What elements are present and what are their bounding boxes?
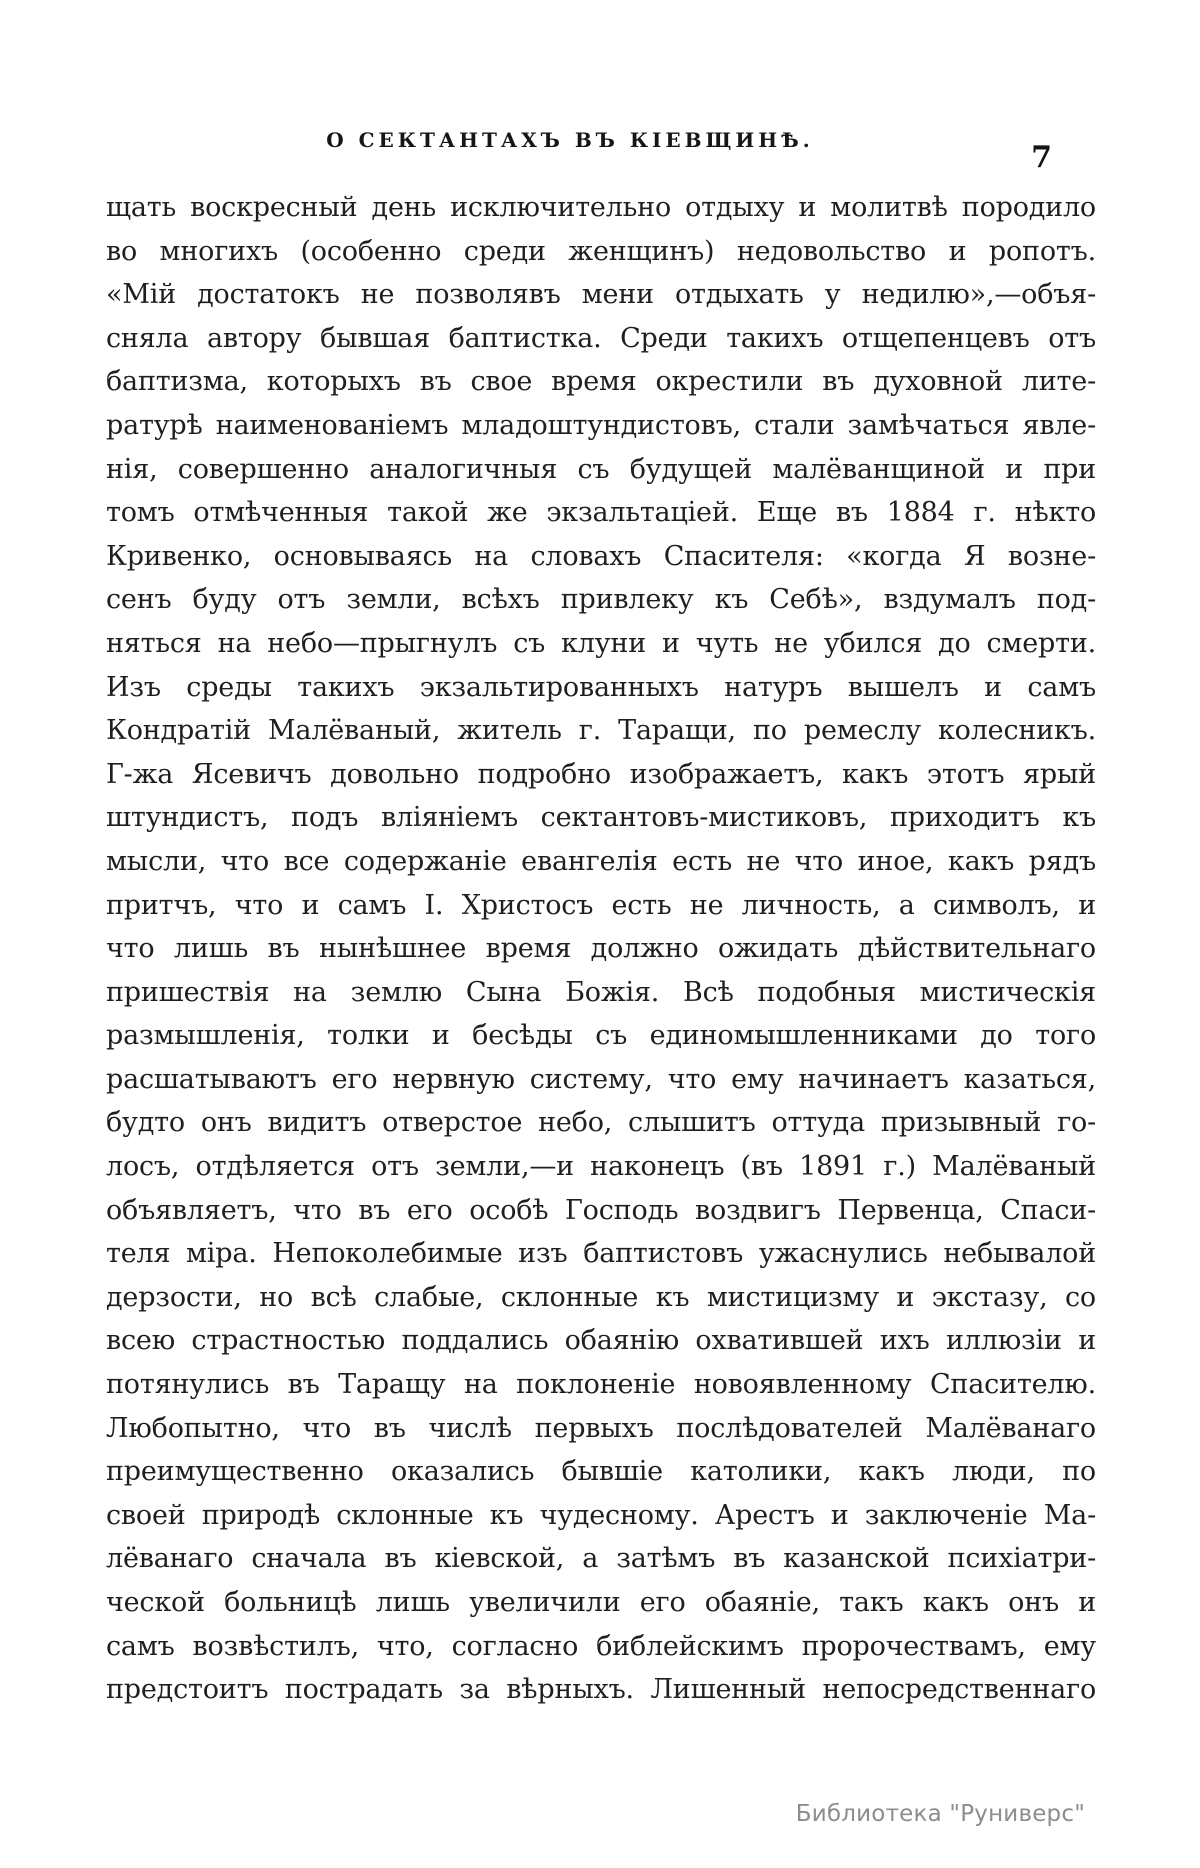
text-line: объявляетъ, что въ его особѣ Господь воздвигъ Первенца, Спаси- (106, 1194, 1096, 1226)
running-title: О СЕКТАНТАХЪ ВЪ КІЕВЩИНѢ. (326, 128, 814, 152)
text-line: расшатываютъ его нервную систему, что ему начинаетъ казаться, (106, 1063, 1096, 1095)
text-line: дерзости, но всѣ слабые, склонные къ мистицизму и экстазу, со (106, 1281, 1096, 1313)
text-line: «Мій достатокъ не позволявъ мени отдыхать у недилю»,—объя- (106, 279, 1096, 311)
text-line: щать воскресный день исключительно отдыху и молитвѣ породило (106, 192, 1096, 223)
text-line: Кондратій Малёваный, житель г. Таращи, по ремеслу колесникъ. (106, 715, 1096, 747)
body-text (106, 186, 1096, 1712)
text-line: самъ возвѣстилъ, что, согласно библейскимъ пророчествамъ, ему (106, 1630, 1096, 1662)
text-line: томъ отмѣченныя такой же экзальтаціей. Еще въ 1884 г. нѣкто (106, 497, 1096, 529)
text-line: предстоитъ пострадать за вѣрныхъ. Лишенный непосредственнаго (106, 1674, 1096, 1706)
text-line: будто онъ видитъ отверстое небо, слышитъ оттуда призывный го- (106, 1107, 1096, 1139)
text-line: Изъ среды такихъ экзальтированныхъ натуръ вышелъ и самъ (106, 671, 1096, 703)
text-line: теля міра. Непоколебимые изъ баптистовъ ужаснулись небывалой (106, 1238, 1096, 1270)
text-line: баптизма, которыхъ въ свое время окрестили въ духовной лите- (106, 366, 1096, 398)
text-line: пришествія на землю Сына Божія. Всѣ подобныя мистическія (106, 976, 1096, 1008)
page-number: 7 (1031, 140, 1052, 175)
text-line: размышленія, толки и бесѣды съ единомышленниками до того (106, 1020, 1096, 1052)
text-line: Любопытно, что въ числѣ первыхъ послѣдователей Малёванаго (106, 1412, 1096, 1444)
text-line: Г-жа Ясевичъ довольно подробно изображаетъ, какъ этотъ ярый (106, 758, 1096, 790)
text-line: лосъ, отдѣляется отъ земли,—и наконецъ (въ 1891 г.) Малёваный (106, 1151, 1096, 1183)
text-line: Кривенко, основываясь на словахъ Спасителя: «когда Я возне- (106, 540, 1096, 572)
text-line: мысли, что все содержаніе евангелія есть не что иное, какъ рядъ (106, 845, 1096, 877)
text-line: сняла автору бывшая баптистка. Среди такихъ отщепенцевъ отъ (106, 322, 1096, 354)
text-line: сенъ буду отъ земли, всѣхъ привлеку къ Себѣ», вздумалъ под- (106, 584, 1096, 616)
text-line: лёванаго сначала въ кіевской, а затѣмъ въ казанской психіатри- (106, 1543, 1096, 1575)
text-line: ческой больницѣ лишь увеличили его обаяніе, такъ какъ онъ и (106, 1587, 1096, 1618)
text-line: штундистъ, подъ вліяніемъ сектантовъ-мистиковъ, приходитъ къ (106, 802, 1096, 834)
library-watermark: Библиотека "Руниверс" (795, 1801, 1085, 1827)
text-line: няться на небо—прыгнулъ съ клуни и чуть не убился до смерти. (106, 627, 1096, 659)
text-line: всею страстностью поддались обаянію охватившей ихъ иллюзіи и (106, 1325, 1096, 1357)
page-header (106, 128, 1094, 175)
text-line: во многихъ (особенно среди женщинъ) недовольство и ропотъ. (106, 235, 1096, 267)
text-line: нія, совершенно аналогичныя съ будущей малёванщиной и при (106, 453, 1096, 485)
text-line: что лишь въ нынѣшнее время должно ожидать дѣйствительнаго (106, 933, 1096, 965)
text-line: потянулись въ Таращу на поклоненіе новоявленному Спасителю. (106, 1369, 1096, 1401)
text-line: ратурѣ наименованіемъ младоштундистовъ, стали замѣчаться явле- (106, 409, 1096, 441)
text-line: притчъ, что и самъ І. Христосъ есть не личность, а символъ, и (106, 889, 1096, 921)
text-line: преимущественно оказались бывшіе католики, какъ люди, по (106, 1456, 1096, 1488)
text-line: своей природѣ склонные къ чудесному. Арестъ и заключеніе Ма- (106, 1499, 1096, 1531)
